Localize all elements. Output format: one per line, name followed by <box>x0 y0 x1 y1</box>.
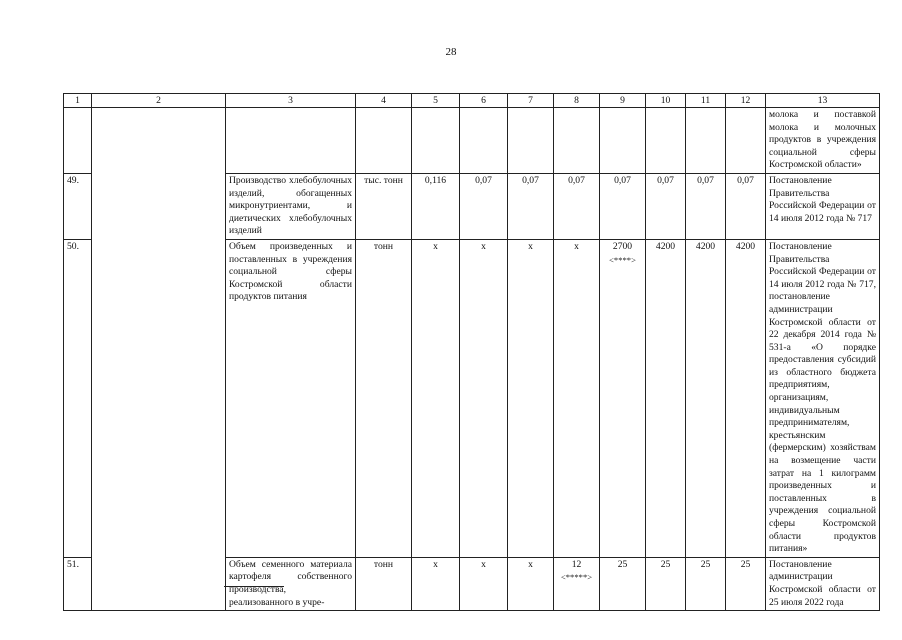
legal-basis: Постановление Правительства Российской Федерации от 14 июля 2012 года № 717 <box>766 173 880 239</box>
header-cell: 2 <box>92 94 226 108</box>
value-col12: 25 <box>726 557 766 610</box>
footnote-ref: <*****> <box>560 572 593 583</box>
header-cell: 7 <box>508 94 554 108</box>
row-number: 51. <box>64 557 92 610</box>
value-col7: х <box>508 557 554 610</box>
unit: тыс. тонн <box>356 173 412 239</box>
value-col6: х <box>460 557 508 610</box>
value-col8 <box>554 557 600 610</box>
header-cell: 1 <box>64 94 92 108</box>
value-col12: 0,07 <box>726 173 766 239</box>
indicator-name: Объем произведенных и поставленных в учреждения социальной сферы Костромской области продуктов питания <box>226 239 356 557</box>
page-number: 28 <box>445 46 457 58</box>
value-col12: 4200 <box>726 239 766 557</box>
footnote-ref: <****> <box>609 254 636 265</box>
header-cell: 13 <box>766 94 880 108</box>
header-cell: 9 <box>600 94 646 108</box>
column-number-header <box>64 94 880 108</box>
value-col11: 25 <box>686 557 726 610</box>
continuation-basis: молока и поставкой молока и молочных продуктов в учреждения социальной сферы Костромской области» <box>766 108 880 174</box>
value: 0,07 <box>614 174 631 186</box>
header-cell: 11 <box>686 94 726 108</box>
unit: тонн <box>356 239 412 557</box>
value-col5: х <box>412 557 460 610</box>
legal-basis: Постановление Правительства Российской Федерации от 14 июля 2012 года № 717, постановление администрации Костромской области от 22 декабря 2014 года № 531-а «О порядке предоставления субсидий из областного бюджета предприятиям, организациям, индивидуальным предпринимателям, крестьянским (фермерским) хозяйствам на возмещение части затрат на 1 килограмм произведенных и поставленных в учреждения социальной сферы Костромской области продуктов питания» <box>766 239 880 557</box>
value-col5: х <box>412 239 460 557</box>
value-col5: 0,116 <box>412 173 460 239</box>
value-col10: 25 <box>646 557 686 610</box>
value-col11: 0,07 <box>686 173 726 239</box>
value-col7: 0,07 <box>508 173 554 239</box>
continuation-row <box>64 108 880 174</box>
value-col10: 4200 <box>646 239 686 557</box>
row-number: 49. <box>64 173 92 239</box>
header-cell: 12 <box>726 94 766 108</box>
header-cell: 3 <box>226 94 356 108</box>
indicator-name: Производство хлебобулочных изделий, обогащенных микронутриентами, и диетических хлебобулочных изделий <box>226 173 356 239</box>
header-cell: 6 <box>460 94 508 108</box>
unit: тонн <box>356 557 412 610</box>
merged-column-2 <box>92 108 226 611</box>
value-col6: 0,07 <box>460 173 508 239</box>
indicator-name: Объем семенного материала картофеля собственного производства, реализованного в учре- <box>226 557 356 610</box>
value: 2700 <box>612 240 633 252</box>
indicators-table <box>63 93 880 611</box>
value-col8: х <box>554 239 600 557</box>
cell-underline <box>224 586 284 587</box>
value-col8: 0,07 <box>554 173 600 239</box>
value-col9 <box>600 173 646 239</box>
legal-basis: Постановление администрации Костромской области от 25 июля 2022 года <box>766 557 880 610</box>
header-cell: 4 <box>356 94 412 108</box>
header-cell: 5 <box>412 94 460 108</box>
value-col9: 25 <box>600 557 646 610</box>
value-col7: х <box>508 239 554 557</box>
value-col6: х <box>460 239 508 557</box>
value: 12 <box>571 558 582 570</box>
value-col11: 4200 <box>686 239 726 557</box>
header-cell: 8 <box>554 94 600 108</box>
value-col10: 0,07 <box>646 173 686 239</box>
value-col9 <box>600 239 646 557</box>
header-cell: 10 <box>646 94 686 108</box>
row-number: 50. <box>64 239 92 557</box>
